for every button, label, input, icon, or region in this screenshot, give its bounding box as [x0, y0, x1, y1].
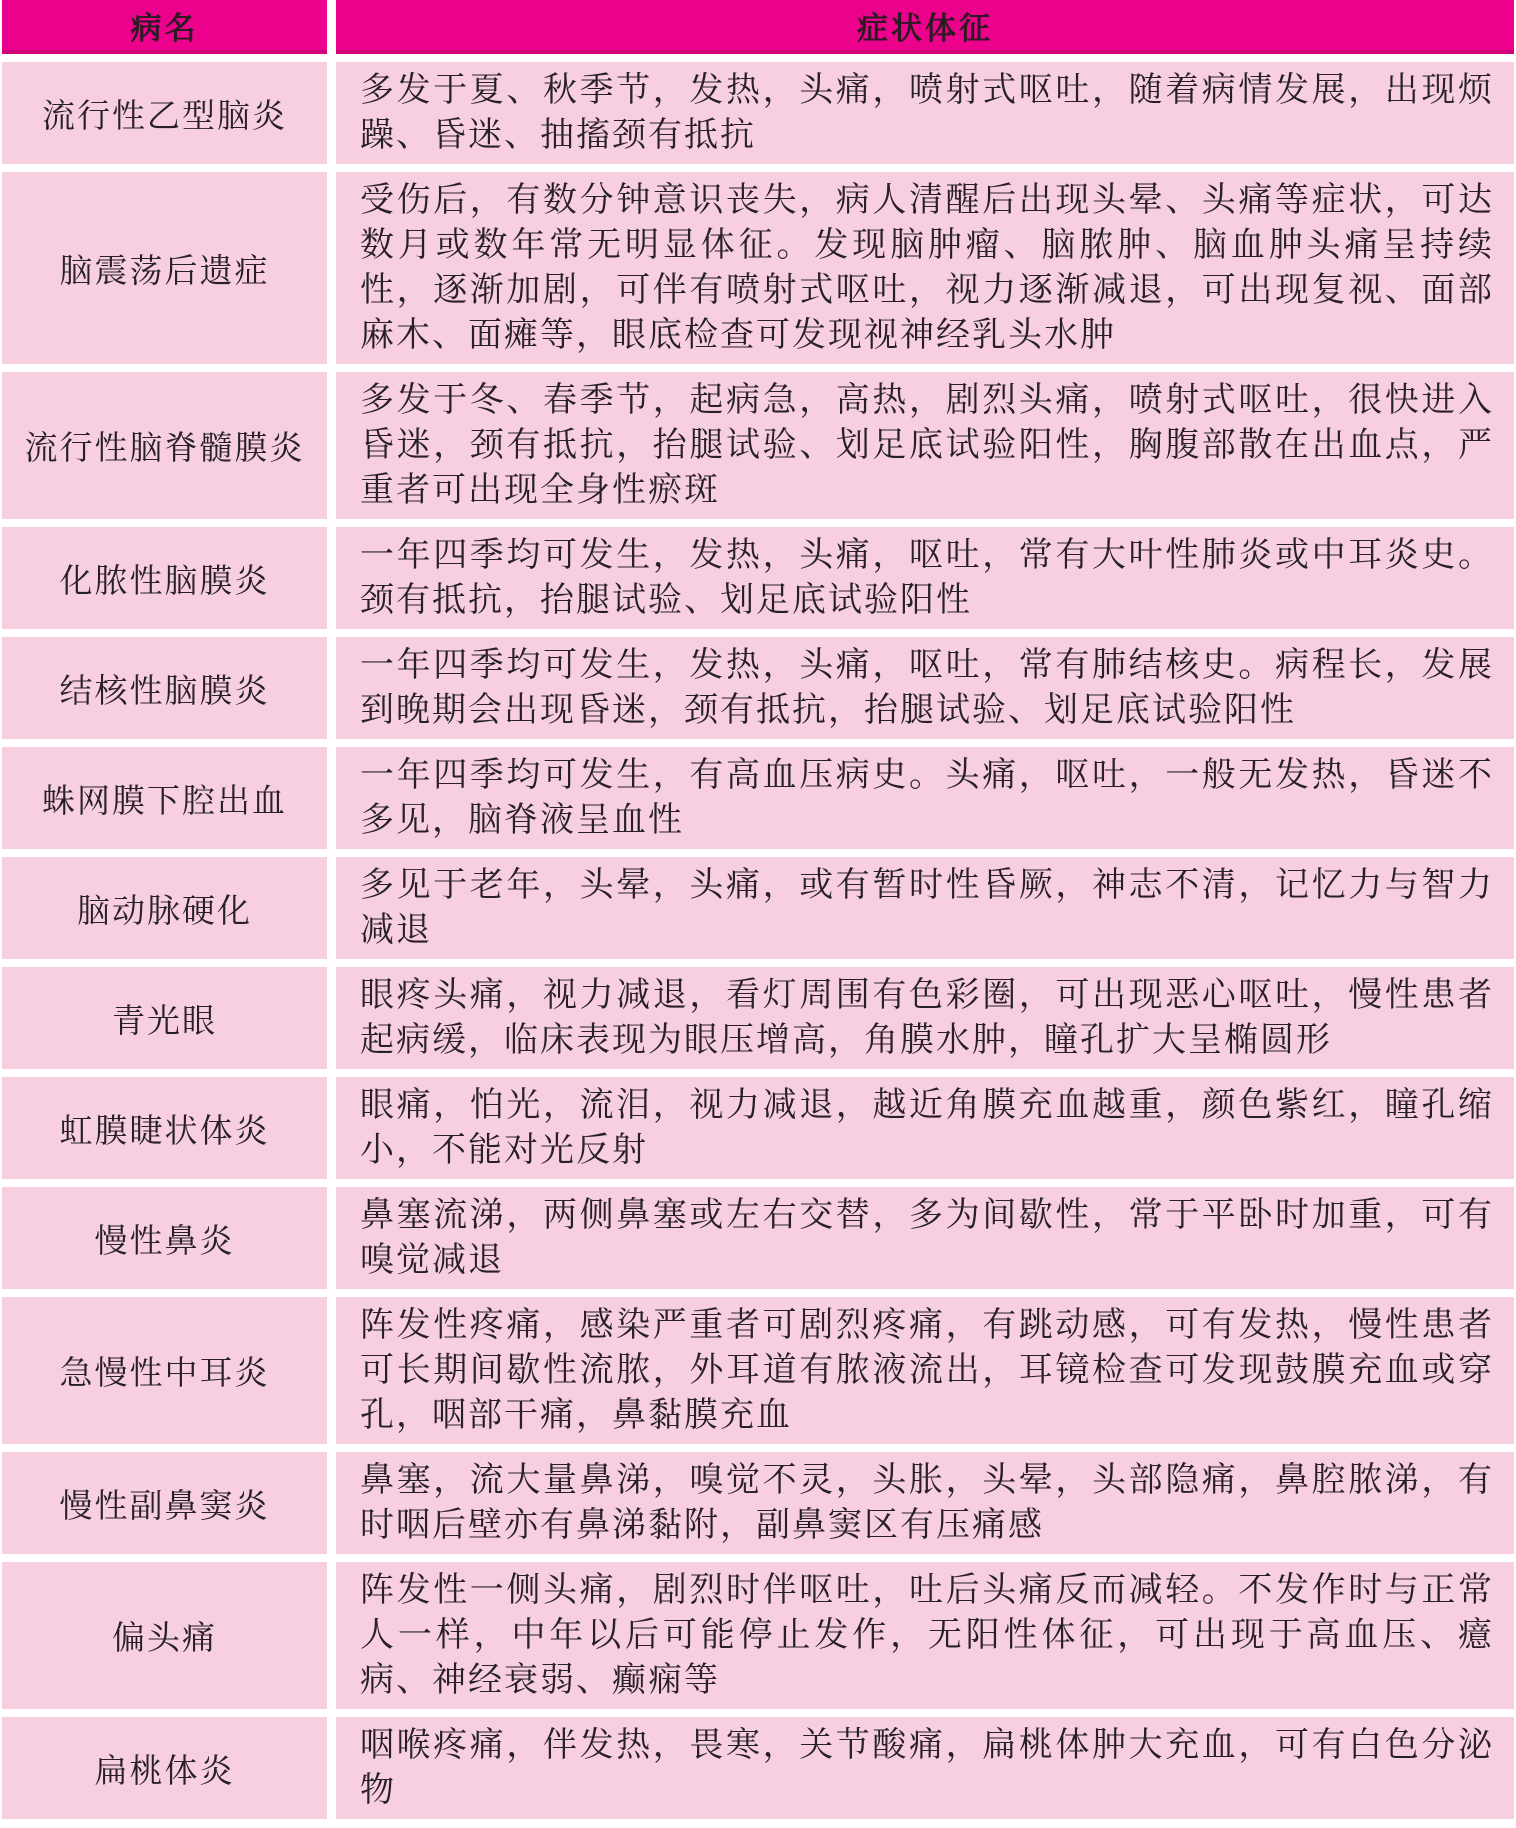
table-row: [2, 372, 1514, 519]
header-row: [2, 0, 1514, 54]
symptoms-cell: 一年四季均可发生，有高血压病史。头痛，呕吐，一般无发热，昏迷不多见，脑脊液呈血性: [336, 747, 1514, 849]
table-row: [2, 527, 1514, 629]
disease-name-cell: 慢性鼻炎: [2, 1187, 327, 1289]
column-header-symptoms: 症状体征: [336, 0, 1514, 54]
disease-name-cell: 偏头痛: [2, 1562, 327, 1709]
disease-name-cell: 慢性副鼻窦炎: [2, 1452, 327, 1554]
table-row: [2, 1717, 1514, 1819]
table-row: [2, 967, 1514, 1069]
symptoms-cell: 眼疼头痛，视力减退，看灯周围有色彩圈，可出现恶心呕吐，慢性患者起病缓，临床表现为眼压增高，角膜水肿，瞳孔扩大呈椭圆形: [336, 967, 1514, 1069]
disease-name-cell: 脑动脉硬化: [2, 857, 327, 959]
table-body: [2, 62, 1514, 1819]
table-row: [2, 172, 1514, 364]
disease-name-cell: 蛛网膜下腔出血: [2, 747, 327, 849]
symptoms-cell: 阵发性疼痛，感染严重者可剧烈疼痛，有跳动感，可有发热，慢性患者可长期间歇性流脓，外耳道有脓液流出，耳镜检查可发现鼓膜充血或穿孔，咽部干痛，鼻黏膜充血: [336, 1297, 1514, 1444]
symptoms-cell: 眼痛，怕光，流泪，视力减退，越近角膜充血越重，颜色紫红，瞳孔缩小，不能对光反射: [336, 1077, 1514, 1179]
table-row: [2, 1562, 1514, 1709]
column-header-disease: 病名: [2, 0, 327, 54]
disease-name-cell: 急慢性中耳炎: [2, 1297, 327, 1444]
table-row: [2, 1077, 1514, 1179]
disease-name-cell: 结核性脑膜炎: [2, 637, 327, 739]
table-row: [2, 1297, 1514, 1444]
disease-name-cell: 虹膜睫状体炎: [2, 1077, 327, 1179]
symptoms-cell: 多发于夏、秋季节，发热，头痛，喷射式呕吐，随着病情发展，出现烦躁、昏迷、抽搐颈有抵抗: [336, 62, 1514, 164]
symptoms-cell: 咽喉疼痛，伴发热，畏寒，关节酸痛，扁桃体肿大充血，可有白色分泌物: [336, 1717, 1514, 1819]
symptoms-cell: 一年四季均可发生，发热，头痛，呕吐，常有大叶性肺炎或中耳炎史。颈有抵抗，抬腿试验、划足底试验阳性: [336, 527, 1514, 629]
symptoms-cell: 受伤后，有数分钟意识丧失，病人清醒后出现头晕、头痛等症状，可达数月或数年常无明显体征。发现脑肿瘤、脑脓肿、脑血肿头痛呈持续性，逐渐加剧，可伴有喷射式呕吐，视力逐渐减退，可出现复视、面部麻木、面瘫等，眼底检查可发现视神经乳头水肿: [336, 172, 1514, 364]
table-row: [2, 1187, 1514, 1289]
symptoms-cell: 鼻塞流涕，两侧鼻塞或左右交替，多为间歇性，常于平卧时加重，可有嗅觉减退: [336, 1187, 1514, 1289]
disease-name-cell: 青光眼: [2, 967, 327, 1069]
symptoms-cell: 一年四季均可发生，发热，头痛，呕吐，常有肺结核史。病程长，发展到晚期会出现昏迷，颈有抵抗，抬腿试验、划足底试验阳性: [336, 637, 1514, 739]
disease-name-cell: 流行性脑脊髓膜炎: [2, 372, 327, 519]
symptoms-cell: 多发于冬、春季节，起病急，高热，剧烈头痛，喷射式呕吐，很快进入昏迷，颈有抵抗，抬腿试验、划足底试验阳性，胸腹部散在出血点，严重者可出现全身性瘀斑: [336, 372, 1514, 519]
table-row: [2, 747, 1514, 849]
symptoms-cell: 鼻塞，流大量鼻涕，嗅觉不灵，头胀，头晕，头部隐痛，鼻腔脓涕，有时咽后壁亦有鼻涕黏附，副鼻窦区有压痛感: [336, 1452, 1514, 1554]
table-header: [2, 0, 1514, 54]
table-row: [2, 857, 1514, 959]
table-row: [2, 1452, 1514, 1554]
disease-name-cell: 流行性乙型脑炎: [2, 62, 327, 164]
symptoms-cell: 多见于老年，头晕，头痛，或有暂时性昏厥，神志不清，记忆力与智力减退: [336, 857, 1514, 959]
disease-name-cell: 化脓性脑膜炎: [2, 527, 327, 629]
table-row: [2, 62, 1514, 164]
disease-name-cell: 扁桃体炎: [2, 1717, 327, 1819]
symptoms-cell: 阵发性一侧头痛，剧烈时伴呕吐，吐后头痛反而减轻。不发作时与正常人一样，中年以后可能停止发作，无阳性体征，可出现于高血压、癔病、神经衰弱、癫痫等: [336, 1562, 1514, 1709]
table-row: [2, 637, 1514, 739]
disease-name-cell: 脑震荡后遗症: [2, 172, 327, 364]
